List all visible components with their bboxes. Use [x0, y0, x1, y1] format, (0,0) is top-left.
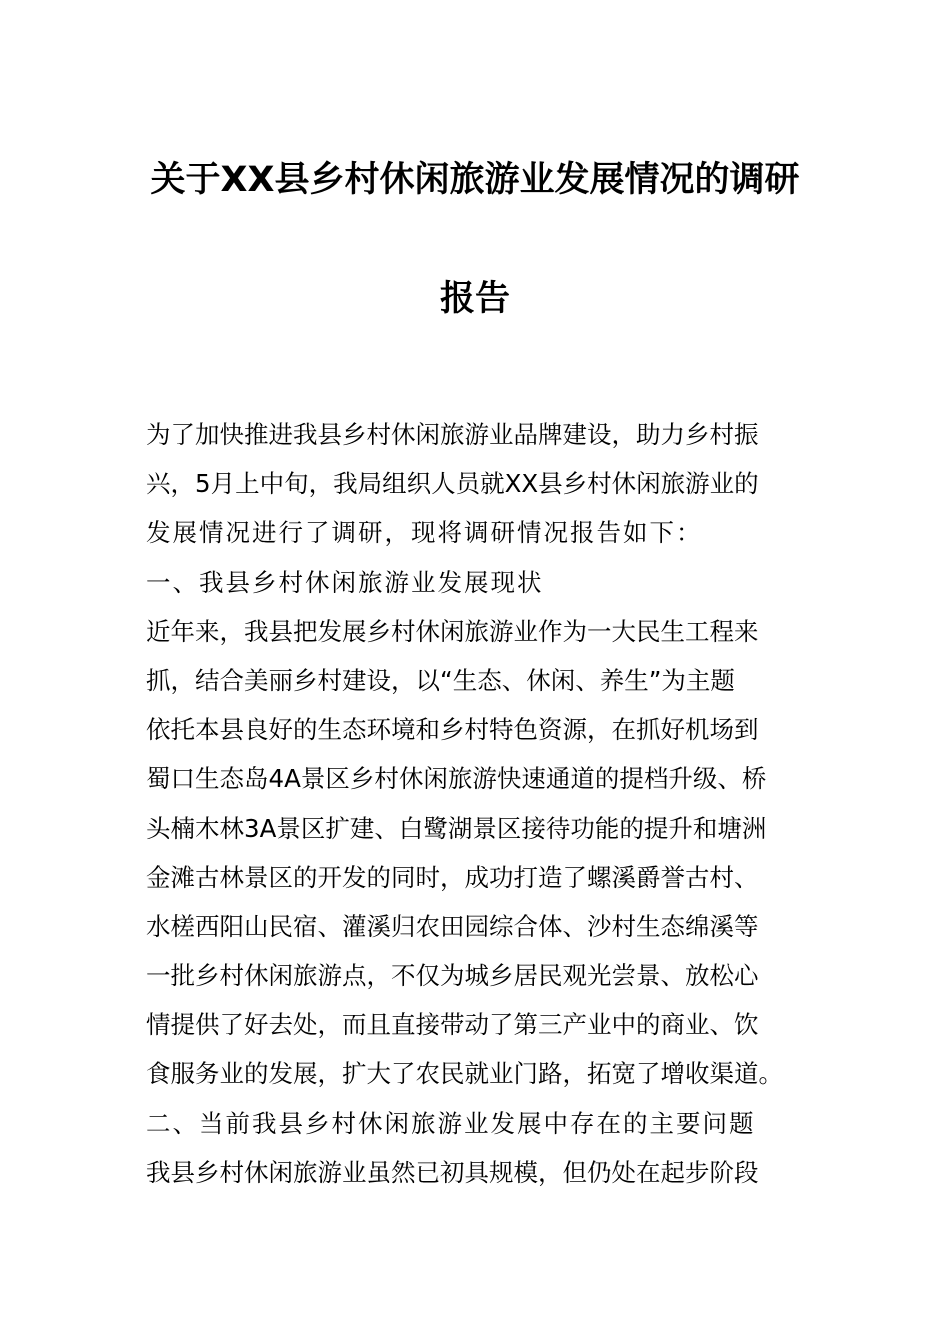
intro-line: 兴，5月上中旬，我局组织人员就XX县乡村休闲旅游业的 [146, 469, 759, 499]
section-2-heading: 二、当前我县乡村休闲旅游业发展中存在的主要问题 [146, 1108, 756, 1138]
section-1-line: 蜀口生态岛4A景区乡村休闲旅游快速通道的提档升级、桥 [146, 764, 767, 794]
document-title-line-2: 报告 [439, 279, 510, 319]
document-body [146, 410, 806, 1197]
section-1-line: 头楠木林3A景区扩建、白鹭湖景区接待功能的提升和塘洲 [146, 813, 767, 843]
section-1-line: 金滩古林景区的开发的同时，成功打造了螺溪爵誉古村、 [146, 862, 759, 892]
section-1-line: 抓，结合美丽乡村建设，以“生态、休闲、养生”为主题 [146, 665, 735, 695]
section-1-line: 近年来，我县把发展乡村休闲旅游业作为一大民生工程来 [146, 616, 759, 646]
section-1-line: 食服务业的发展，扩大了农民就业门路，拓宽了增收渠道。 [146, 1059, 783, 1089]
document-title-line-1: 关于XX县乡村休闲旅游业发展情况的调研 [150, 160, 800, 200]
intro-line: 为了加快推进我县乡村休闲旅游业品牌建设，助力乡村振 [146, 420, 759, 449]
section-1-line: 依托本县良好的生态环境和乡村特色资源，在抓好机场到 [146, 715, 759, 745]
section-1-line: 情提供了好去处，而且直接带动了第三产业中的商业、饮 [146, 1010, 759, 1040]
intro-line: 发展情况进行了调研，现将调研情况报告如下： [146, 518, 703, 548]
section-1-line: 一批乡村休闲旅游点，不仅为城乡居民观光尝景、放松心 [146, 961, 759, 991]
section-1-line: 水槎西阳山民宿、灌溪归农田园综合体、沙村生态绵溪等 [146, 911, 759, 941]
section-1-heading: 一、我县乡村休闲旅游业发展现状 [146, 567, 544, 597]
section-2-line: 我县乡村休闲旅游业虽然已初具规模，但仍处在起步阶段 [146, 1157, 759, 1187]
